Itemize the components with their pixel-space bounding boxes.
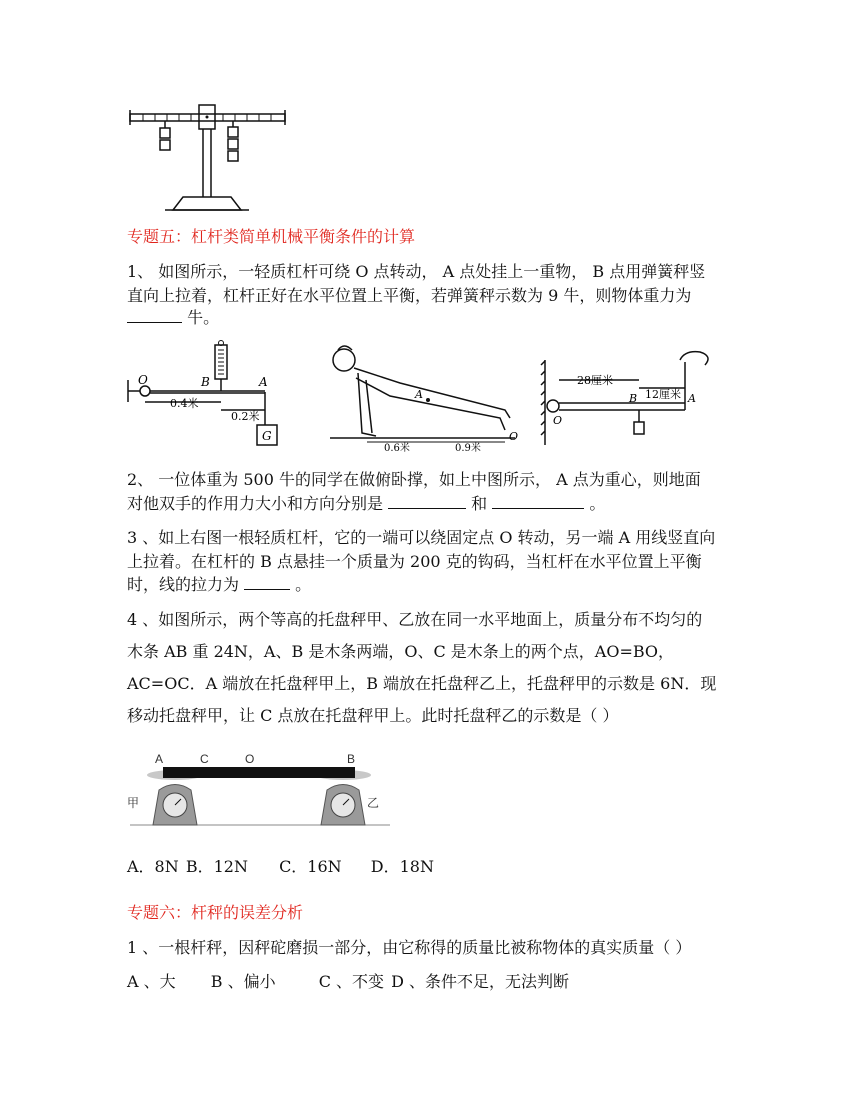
- label-d1: 0.4米: [170, 397, 199, 410]
- label-B: B: [347, 752, 356, 766]
- q3-answer-blank[interactable]: [244, 575, 290, 590]
- s6-option-d[interactable]: D 、条件不足，无法判断: [391, 972, 570, 991]
- q4-options: [127, 855, 434, 879]
- q3-line2: 上拉着。在杠杆的 B 点悬挂一个质量为 200 克的钩码，当杠杆在水平位置上平衡: [127, 552, 702, 571]
- q3-line1: 3 、如上右图一根轻质杠杆，它的一端可以绕固定点 O 转动，另一端 A 用线竖直向: [127, 528, 716, 547]
- label-d2: 0.9米: [455, 443, 481, 453]
- q2-blank-direction[interactable]: [492, 494, 584, 509]
- label-A: A: [415, 388, 423, 401]
- q4-option-b[interactable]: B．12N: [185, 857, 248, 876]
- label-O: O: [138, 373, 148, 387]
- q1-line1: 1、 如图所示，一轻质杠杆可绕 O 点转动， A 点处挂上一重物， B 点用弹簧秤竖: [127, 262, 706, 281]
- s6-q1-options: [127, 970, 569, 994]
- pushup-figure: [320, 338, 520, 453]
- s6-option-a[interactable]: A 、大: [127, 972, 176, 991]
- label-d1: 0.6米: [384, 443, 410, 453]
- q2-line1: 2、 一位体重为 500 牛的同学在做俯卧撑，如上中图所示， A 点为重心，则地面: [127, 470, 701, 489]
- label-B: B: [201, 375, 210, 389]
- q4-line1: 4 、如图所示，两个等高的托盘秤甲、乙放在同一水平地面上，质量分布不均匀的: [127, 610, 703, 629]
- q4-option-d[interactable]: D．18N: [370, 857, 434, 876]
- q4-line4: 移动托盘秤甲，让 C 点放在托盘秤甲上。此时托盘秤乙的示数是（ ）: [127, 706, 619, 725]
- label-A: A: [688, 392, 696, 405]
- q1-line2: 直向上拉着，杠杆正好在水平位置上平衡，若弹簧秤示数为 9 牛，则物体重力为: [127, 286, 692, 305]
- section6-heading: 专题六：杆秤的误差分析: [127, 903, 304, 922]
- q2-blank-magnitude[interactable]: [388, 494, 466, 509]
- wall-lever-figure: [535, 340, 725, 450]
- label-A: A: [155, 752, 164, 766]
- scales-figure: [125, 745, 395, 830]
- s6-option-b[interactable]: B 、偏小: [210, 972, 276, 991]
- q4-option-c[interactable]: C．16N: [279, 857, 342, 876]
- label-O: O: [245, 752, 255, 766]
- label-d1: 28厘米: [577, 374, 613, 387]
- q4-line2: 木条 AB 重 24N，A、B 是木条两端，O、C 是木条上的两个点，AO=BO，: [127, 642, 675, 661]
- label-C: C: [200, 752, 209, 766]
- q3-line3: 时，线的拉力为 。: [127, 575, 312, 594]
- label-A: A: [259, 375, 268, 389]
- label-O: O: [509, 430, 519, 443]
- q4-line3: AC=OC．A 端放在托盘秤甲上，B 端放在托盘秤乙上，托盘秤甲的示数是 6N．现: [127, 674, 717, 693]
- label-jia: 甲: [127, 796, 140, 810]
- label-O: O: [553, 414, 563, 427]
- q4-option-a[interactable]: A．8N: [127, 857, 179, 876]
- label-d2: 12厘米: [645, 388, 681, 401]
- q2-line2: 对他双手的作用力大小和方向分别是 和 。: [127, 494, 606, 513]
- label-d2: 0.2米: [231, 410, 260, 423]
- q1-answer-blank[interactable]: [127, 308, 182, 323]
- section5-heading: 专题五：杠杆类简单机械平衡条件的计算: [127, 227, 416, 246]
- s6-q1-line1: 1 、一根杆秤，因秤砣磨损一部分，由它称得的质量比被称物体的真实质量（ ）: [127, 938, 692, 957]
- label-yi: 乙: [367, 796, 380, 810]
- q1-line3: 牛。: [127, 306, 219, 330]
- label-G: G: [262, 429, 272, 443]
- label-B: B: [629, 392, 638, 405]
- s6-option-c[interactable]: C 、不变: [318, 972, 385, 991]
- lever-stand-figure: [125, 100, 290, 215]
- lever-weight-figure: [125, 340, 285, 450]
